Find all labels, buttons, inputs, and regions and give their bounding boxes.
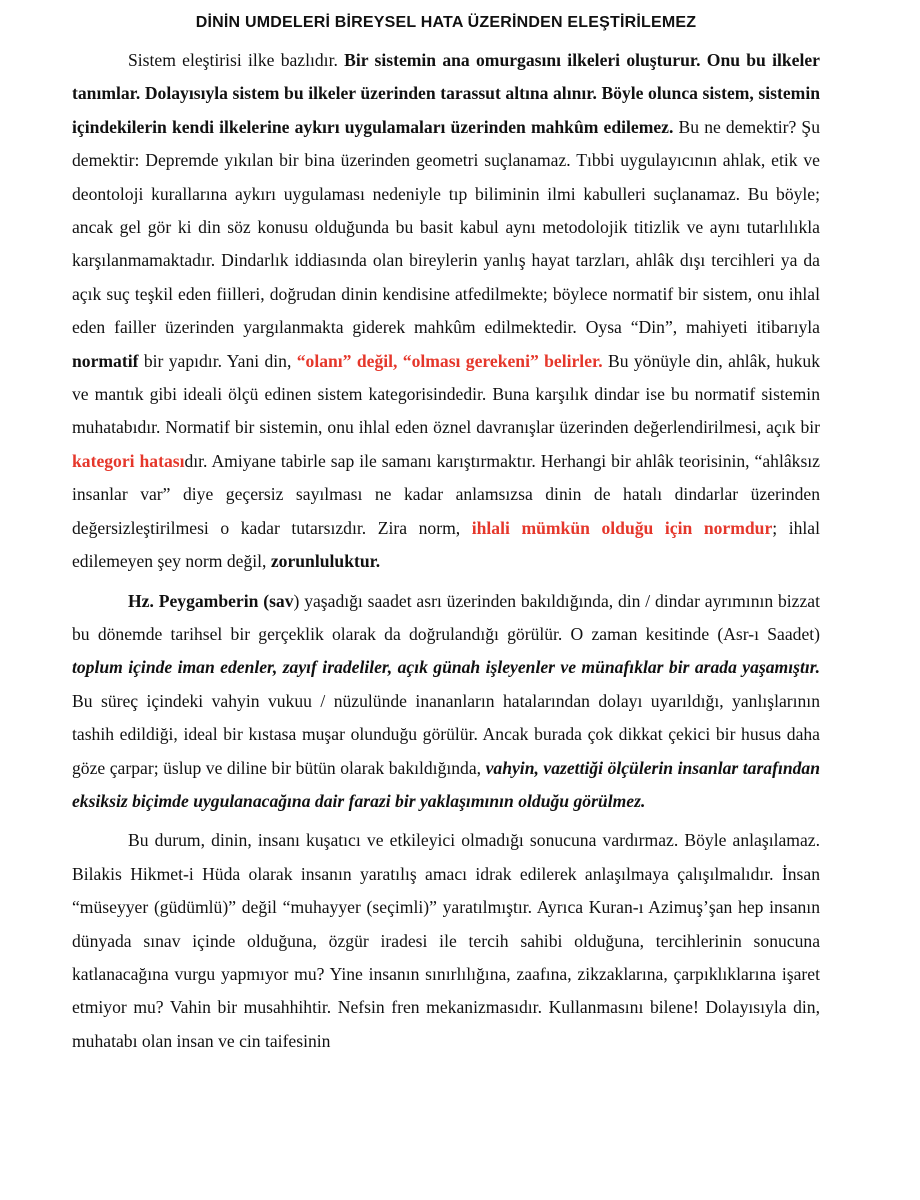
paragraph-3 bbox=[72, 824, 820, 1058]
paragraph-2 bbox=[72, 585, 820, 819]
document-page bbox=[72, 10, 820, 1064]
text-run: Bu yönüyle din, ahlâk, hukuk ve mantık gibi ideali ölçü edinen sistem kategorisindedir. Buna karşılık dindar ise bu normatif sistemin muhatabıdır. Normatif bir sistemin, onu ihlal eden öznel davranışlar üzerinden değerlendirilmesi, açık bir bbox=[72, 350, 820, 438]
text-run: Bu ne demektir? Şu demektir: Depremde yıkılan bir bina üzerinden geometri suçlanamaz. Tıbbi uygulayıcının ahlak, etik ve deontoloji kurallarına aykırı uygulaması nedeniyle tıp biliminin ilmi kabulleri suçlanamaz. Bu böyle; ancak gel gör ki din söz konusu olduğunda bu basit kabul aynı metodolojik titizlik ve aynı tutarlılıkla karşılanmamaktadır. Dindarlık iddiasında olan bireylerin yanlış hayat tarzları, ahlâk dışı tercihleri ya da açık suç teşkil eden fiilleri, doğrudan dinin kendisine atfedilmekte; böylece normatif bir sistem, onu ihlal eden failler üzerinden yargılanmakta giderek mahkûm edilmektedir. Oysa “Din”, mahiyeti itibarıyla bbox=[72, 116, 820, 338]
text-run: dır. Amiyane tabirle sap ile samanı karıştırmaktır. Herhangi bir ahlâk teorisinin, “ahlâksız insanlar var” diye geçersiz sayılması ne kadar anlamsızsa dinin de hatalı dindarlar üzerinden değersizleştirilmesi o kadar tutarsızdır. Zira norm, bbox=[72, 450, 820, 538]
bold-italic-text-run: vahyin, vazettiği ölçülerin insanlar tarafından eksiksiz biçimde uygulanacağına dair farazi bir yaklaşımının olduğu görülmez. bbox=[72, 757, 821, 811]
text-run: bir yapıdır. Yani din, bbox=[138, 350, 297, 371]
text-run: Bu durum, dinin, insanı kuşatıcı ve etkileyici olmadığı sonucuna vardırmaz. Böyle anlaşılamaz. Bilakis Hikmet-i Hüda olarak insanın yaratılış amacı idrak edilerek anlaşılmaya çalışılmalıdır. İnsan “müseyyer (güdümlü)” değil “muhayyer (seçimli)” yaratılmıştır. Ayrıca Kuran-ı Azimuş’şan hep insanın dünyada sınav içinde olduğuna, özgür iradesi ile tercih sahibi olduğuna, tercihlerinin sonucuna katlanacağına vurgu yapmıyor mu? Yine insanın sınırlılığına, zaafına, zikzaklarına, çarpıklıklarına işaret etmiyor mu? Vahin bir musahhihtir. Nefsin fren mekanizmasıdır. Kullanmasını bilene! Dolayısıyla din, muhatabı olan insan ve cin taifesinin bbox=[72, 830, 820, 1051]
bold-italic-text-run: toplum içinde iman edenler, zayıf iradeliler, açık günah işleyenler ve münafıklar bir arada yaşamıştır. bbox=[72, 657, 820, 678]
bold-text-run: Bir sistemin ana omurgasını ilkeleri oluşturur. Onu bu ilkeler tanımlar. Dolayısıyla sistem bu ilkeler üzerinden tarassut altına alınır. Böyle olunca sistem, sistemin içindekilerin kendi ilkelerine aykırı uygulamaları üzerinden mahkûm edilemez. bbox=[72, 50, 820, 137]
page-title: DİNİN UMDELERİ BİREYSEL HATA ÜZERİNDEN ELEŞTİRİLEMEZ bbox=[195, 14, 697, 31]
text-run: Sistem eleştirisi ilke bazlıdır. bbox=[128, 50, 345, 70]
bold-text-run: Hz. Peygamberin (sav bbox=[128, 590, 294, 611]
paragraph-1 bbox=[72, 44, 820, 579]
red-highlight-text: kategori hatası bbox=[72, 450, 185, 471]
red-highlight-text: ihlali mümkün olduğu için normdur bbox=[471, 517, 773, 538]
bold-text-run: normatif bbox=[72, 350, 139, 371]
text-run: ) yaşadığı saadet asrı üzerinden bakıldığında, din / dindar ayrımının bizzat bu dönemde tarihsel bir gerçeklik olarak da doğrulandığı görülür. O zaman kesitinde (Asr-ı Saadet) bbox=[72, 590, 820, 644]
bold-text-run: zorunluluktur. bbox=[270, 551, 381, 572]
text-run: Bu süreç içindeki vahyin vukuu / nüzulünde inananların hatalarından dolayı uyarıldığı, yanlışlarının tashih edildiği, ideal bir kıstasa muşar olunduğu görülür. Ancak burada çok dikkat çekici bir husus daha göze çarpar; üslup ve diline bir bütün olarak bakıldığında, bbox=[72, 690, 820, 778]
red-highlight-text: “olanı” değil, “olması gerekeni” belirler. bbox=[296, 350, 603, 371]
text-run: ; ihlal edilemeyen şey norm değil, bbox=[72, 517, 821, 572]
